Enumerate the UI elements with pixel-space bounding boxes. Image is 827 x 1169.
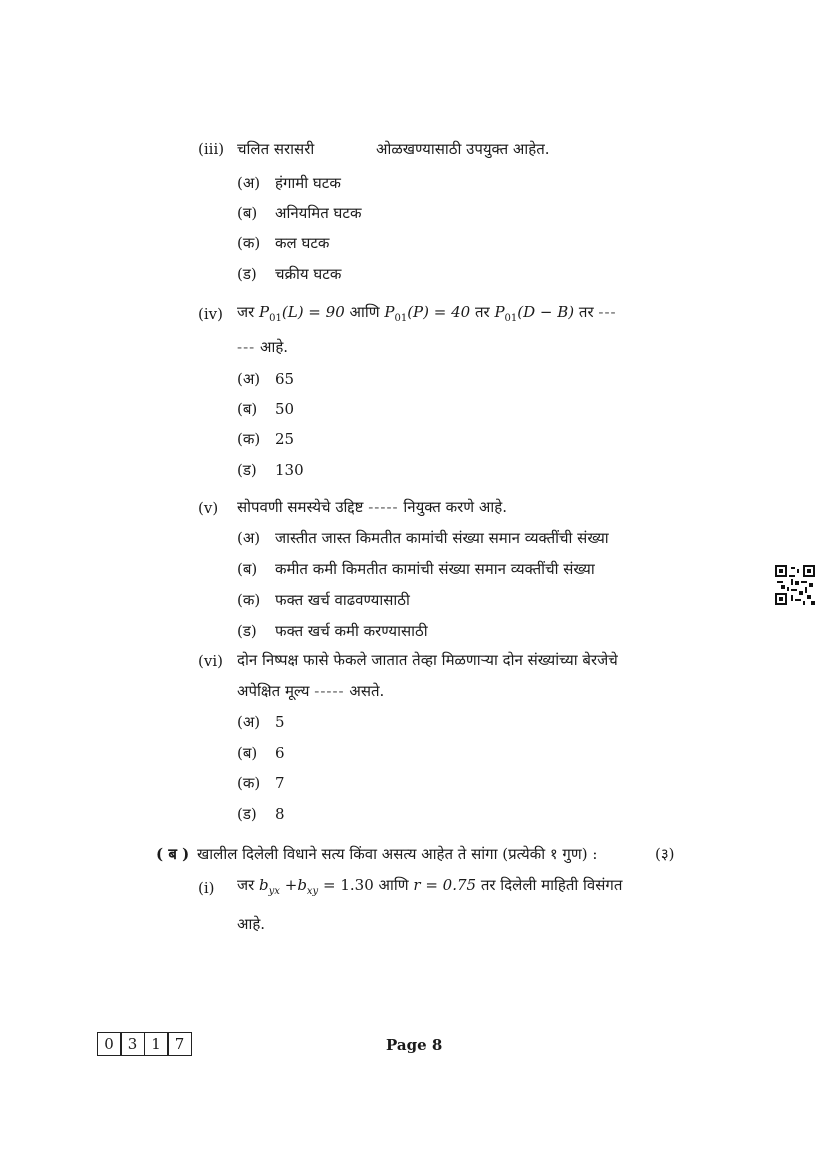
- q3-text-a: चलित सरासरी: [237, 140, 315, 158]
- section-b-item1-line2: आहे.: [237, 915, 266, 933]
- q3-option-c: (क) कल घटक: [237, 234, 330, 252]
- section-b-marks: (३): [655, 845, 675, 863]
- q4-option-c: (क) 25: [237, 430, 295, 448]
- code-digit: 7: [167, 1032, 192, 1056]
- qr-code-icon: [775, 565, 815, 605]
- q4-line1: जर $P_{01}(L) = 90$ आणि $P_{01}(P) = 40$ तर $P_{01}(D - B)$ तर ---: [237, 303, 617, 324]
- q3-text-b: ओळखण्यासाठी उपयुक्त आहेत.: [376, 140, 550, 158]
- q4-option-b: (ब) 50: [237, 400, 295, 418]
- q6-number: (vi): [198, 652, 223, 670]
- section-b-label: ( ब ): [156, 845, 190, 863]
- q6-line2: अपेक्षित मूल्य ----- असते.: [237, 682, 385, 700]
- q5-option-b: (ब) कमीत कमी किमतीत कामांची संख्या समान व्यक्तींची संख्या: [237, 560, 595, 578]
- q3-option-a: (अ) हंगामी घटक: [237, 174, 341, 192]
- code-digit: 0: [97, 1032, 122, 1056]
- q5-option-c: (क) फक्त खर्च वाढवण्यासाठी: [237, 591, 410, 609]
- paper-code-box: [98, 1032, 192, 1056]
- q4-number: (iv): [198, 305, 223, 323]
- code-digit: 3: [120, 1032, 145, 1056]
- q3-number: (iii): [198, 140, 225, 158]
- q5-line1: सोपवणी समस्येचे उद्दिष्ट ----- नियुक्त करणे आहे.: [237, 498, 507, 516]
- q4-option-d: (ड) 130: [237, 461, 304, 479]
- q3-option-b: (ब) अनियमित घटक: [237, 204, 362, 222]
- section-b-heading: खालील दिलेली विधाने सत्य किंवा असत्य आहेत ते सांगा (प्रत्येकी १ गुण) :: [197, 845, 598, 863]
- q6-option-c: (क) 7: [237, 774, 285, 792]
- q6-option-b: (ब) 6: [237, 744, 285, 762]
- q5-number: (v): [198, 499, 219, 517]
- q3-option-d: (ड) चक्रीय घटक: [237, 265, 342, 283]
- code-digit: 1: [144, 1032, 169, 1056]
- page-number: Page 8: [386, 1036, 443, 1054]
- q6-line1: दोन निष्पक्ष फासे फेकले जातात तेव्हा मिळणाऱ्या दोन संख्यांच्या बेरजेचे: [237, 651, 618, 669]
- q6-option-d: (ड) 8: [237, 805, 285, 823]
- section-b-item1-number: (i): [198, 879, 215, 897]
- q5-option-d: (ड) फक्त खर्च कमी करण्यासाठी: [237, 622, 428, 640]
- q6-option-a: (अ) 5: [237, 713, 285, 731]
- q4-option-a: (अ) 65: [237, 370, 295, 388]
- q4-line2: --- आहे.: [237, 338, 289, 356]
- section-b-item1-line1: जर $b_{yx} +b_{xy} = 1.30$ आणि r = 0.75 तर दिलेली माहिती विसंगत: [237, 876, 623, 897]
- q5-option-a: (अ) जास्तीत जास्त किमतीत कामांची संख्या समान व्यक्तींची संख्या: [237, 529, 609, 547]
